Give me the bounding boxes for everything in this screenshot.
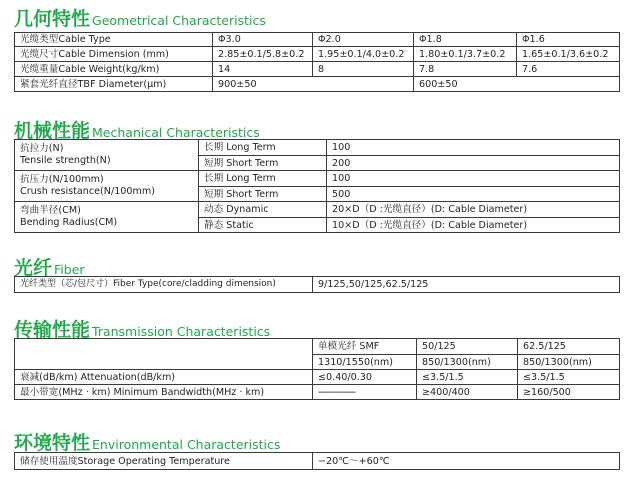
cable-type-label: 光缆类型Cable Type	[15, 33, 213, 47]
environmental-section-title	[14, 428, 280, 455]
cable-weight-label: 光缆重量Cable Weight(kg/km)	[15, 62, 213, 77]
cell: 100	[327, 140, 620, 156]
table-row	[15, 33, 620, 47]
term-label: 静态 Static	[199, 218, 327, 233]
cell: 1310/1550(nm)	[313, 355, 417, 370]
cell: 7.6	[517, 62, 620, 77]
cell: Φ2.0	[313, 33, 414, 47]
bending-label-en: Bending Radius(CM)	[20, 217, 118, 228]
environmental-table	[14, 452, 620, 470]
cell: 100	[327, 171, 620, 187]
term-label: 长期 Long Term	[199, 140, 327, 156]
tensile-label-en: Tensile strength(N)	[20, 155, 111, 166]
cell: ≤3.5/1.5	[518, 370, 620, 385]
geometrical-table	[14, 32, 620, 92]
table-row	[15, 385, 620, 400]
cell: 1.95±0.1/4.0±0.2	[313, 47, 414, 62]
geometrical-section-title	[14, 4, 266, 31]
term-label: 长期 Long Term	[199, 171, 327, 187]
cell: 10×D（D :光缆直径）(D: Cable Diameter)	[327, 218, 620, 233]
column-header: 62.5/125	[518, 339, 620, 355]
cell: 1.65±0.1/3.6±0.2	[517, 47, 620, 62]
bending-label	[15, 202, 199, 233]
geometrical-title-en: Geometrical Characteristics	[92, 13, 266, 28]
mechanical-title-zh: 机械性能	[14, 120, 91, 142]
bandwidth-label: 最小带宽(MHz · km) Minimum Bandwidth(MHz · km)	[15, 385, 313, 400]
cell: 850/1300(nm)	[518, 355, 620, 370]
geometrical-title-zh: 几何特性	[14, 8, 91, 30]
storage-temperature-label: 储存使用温度Storage Operating Temperature	[15, 453, 313, 470]
cell: 200	[327, 156, 620, 171]
term-label: 短期 Short Term	[199, 156, 327, 171]
cell: ≥160/500	[518, 385, 620, 400]
cell: 2.85±0.1/5.8±0.2	[213, 47, 313, 62]
cell: 1.80±0.1/3.7±0.2	[414, 47, 517, 62]
fiber-table	[14, 276, 620, 293]
bending-label-zh: 弯曲半径(CM)	[20, 205, 81, 216]
cell: 14	[213, 62, 313, 77]
cell: 9/125,50/125,62.5/125	[313, 277, 620, 293]
mechanical-title-en: Mechanical Characteristics	[92, 125, 260, 140]
cell: 8	[313, 62, 414, 77]
transmission-title-zh: 传输性能	[14, 319, 91, 341]
environmental-title-en: Environmental Characteristics	[92, 437, 281, 452]
cell: ≥400/400	[417, 385, 518, 400]
fiber-title-en: Fiber	[54, 262, 85, 277]
cell: 500	[327, 187, 620, 202]
tensile-label-zh: 抗拉力(N)	[20, 143, 64, 154]
cell: 850/1300(nm)	[417, 355, 518, 370]
cell: −20℃～+60℃	[313, 453, 620, 470]
table-row	[15, 202, 620, 218]
cell: ≤3.5/1.5	[417, 370, 518, 385]
fiber-title-zh: 光纤	[14, 257, 53, 279]
blank-cell	[15, 339, 313, 370]
crush-label	[15, 171, 199, 202]
transmission-title-en: Transmission Characteristics	[92, 324, 271, 339]
table-row	[15, 370, 620, 385]
fiber-type-label: 光纤类型（芯/包尺寸）Fiber Type(core/cladding dimension)	[15, 277, 313, 293]
column-header: 单模光纤 SMF	[313, 339, 417, 355]
cable-dimension-label: 光缆尺寸Cable Dimension (mm)	[15, 47, 213, 62]
cell: Φ1.8	[414, 33, 517, 47]
mechanical-table	[14, 139, 620, 233]
table-row	[15, 77, 620, 92]
table-row	[15, 171, 620, 187]
attenuation-label: 衰减(dB/km) Attenuation(dB/km)	[15, 370, 313, 385]
cell: ≤0.40/0.30	[313, 370, 417, 385]
tensile-label	[15, 140, 199, 171]
crush-label-zh: 抗压力(N/100mm)	[20, 174, 104, 185]
cell: ---------------	[313, 385, 417, 400]
table-row	[15, 47, 620, 62]
term-label: 动态 Dynamic	[199, 202, 327, 218]
table-row	[15, 140, 620, 156]
column-header: 50/125	[417, 339, 518, 355]
transmission-table	[14, 338, 620, 400]
cell: 7.8	[414, 62, 517, 77]
table-row	[15, 62, 620, 77]
cell: 900±50	[213, 77, 414, 92]
table-row	[15, 453, 620, 470]
cell: Φ3.0	[213, 33, 313, 47]
environmental-title-zh: 环境特性	[14, 432, 91, 454]
tbf-diameter-label: 紧套光纤直径TBF Diameter(μm)	[15, 77, 213, 92]
crush-label-en: Crush resistance(N/100mm)	[20, 186, 155, 197]
cell: Φ1.6	[517, 33, 620, 47]
term-label: 短期 Short Term	[199, 187, 327, 202]
table-row	[15, 277, 620, 293]
cell: 600±50	[414, 77, 620, 92]
cell: 20×D（D :光缆直径）(D: Cable Diameter)	[327, 202, 620, 218]
table-row	[15, 339, 620, 355]
